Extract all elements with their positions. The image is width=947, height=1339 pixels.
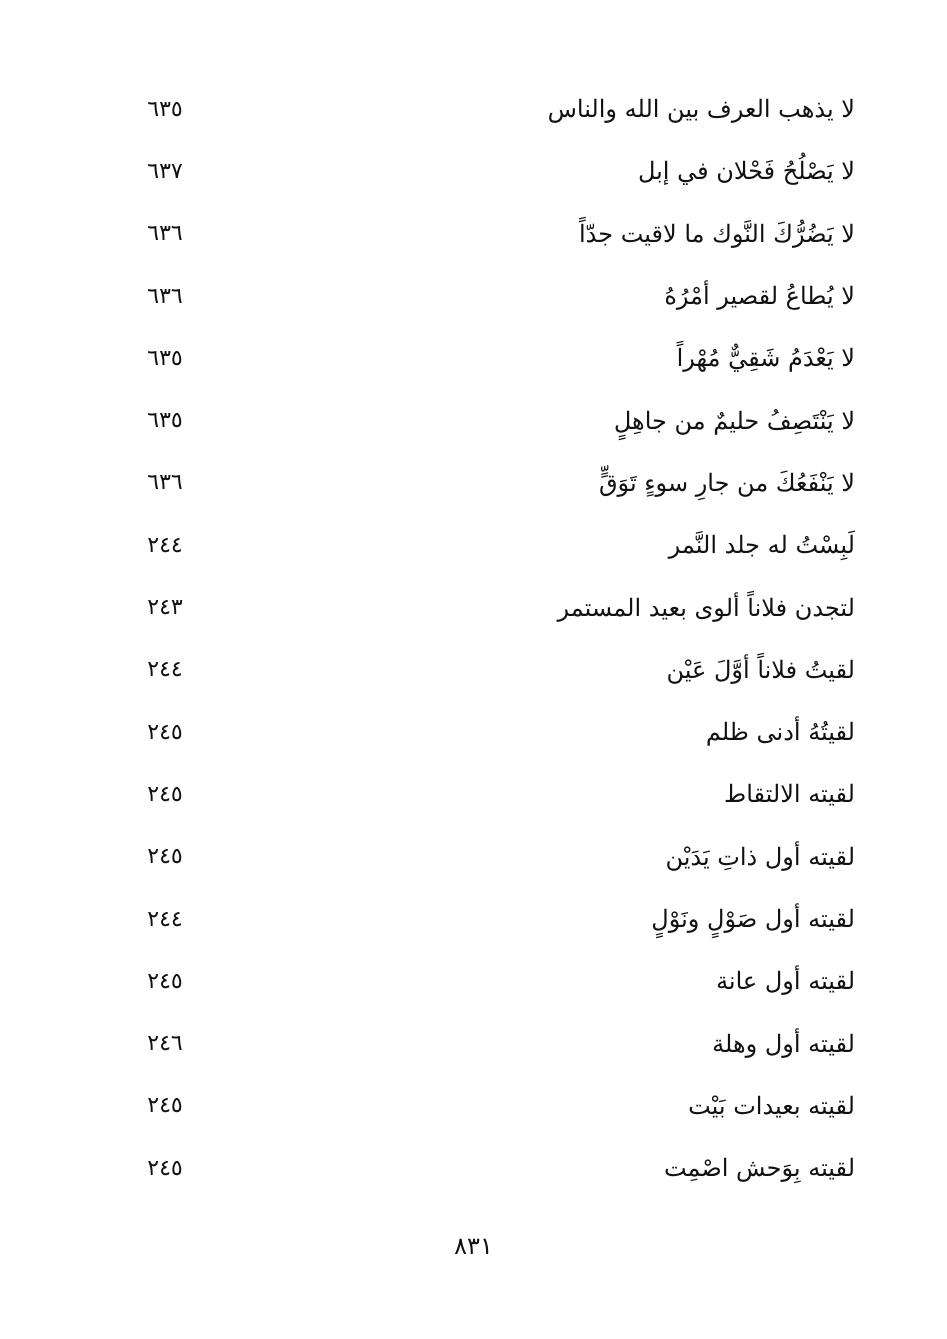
- index-entry: [120, 763, 855, 825]
- page-number: ٨٣١: [454, 1232, 493, 1260]
- entry-page-ref: ٢٤٥: [147, 781, 183, 807]
- entry-text: لا يَنْفَعُكَ من جارِ سوءٍ تَوَقٍّ: [598, 468, 855, 497]
- entry-text: لا يَصْلُحُ فَحْلان في إبل: [637, 157, 855, 186]
- entry-text: لقيتُ فلاناً أوَّلَ عَيْن: [666, 655, 855, 684]
- entry-page-ref: ٦٣٧: [147, 158, 183, 184]
- index-entry: [120, 1075, 855, 1137]
- index-entry: [120, 203, 855, 265]
- entry-page-ref: ٢٤٥: [147, 844, 183, 870]
- index-entry: [120, 639, 855, 701]
- index-entry: [120, 1012, 855, 1074]
- index-entry: [120, 888, 855, 950]
- entry-page-ref: ٢٤٥: [147, 968, 183, 994]
- entry-page-ref: ٦٣٦: [147, 470, 183, 496]
- entry-page-ref: ٢٤٥: [147, 1155, 183, 1181]
- entry-page-ref: ٢٤٥: [147, 719, 183, 745]
- entry-page-ref: ٢٤٦: [147, 1031, 183, 1057]
- index-entry: [120, 389, 855, 451]
- index-entry: [120, 327, 855, 389]
- index-entry: [120, 826, 855, 888]
- index-entry: [120, 576, 855, 638]
- index-entry: [120, 701, 855, 763]
- entry-text: لَبِسْتُ له جلد النَّمر: [668, 531, 855, 560]
- index-entry: [120, 265, 855, 327]
- entry-text: لقيته أول صَوْلٍ ونَوْلٍ: [651, 905, 855, 933]
- entry-page-ref: ٦٣٥: [147, 345, 183, 371]
- entry-page-ref: ٦٣٦: [147, 283, 183, 309]
- entry-text: لقيته بِوَحش اصْمِت: [663, 1154, 855, 1183]
- entry-text: لا يَعْدَمُ شَقِيٌّ مُهْراً: [676, 344, 855, 373]
- entry-text: لقيته بعيدات بَيْت: [688, 1091, 855, 1120]
- entry-text: لا يَنْتَصِفُ حليمٌ من جاهِلٍ: [613, 406, 855, 435]
- index-entry: [120, 514, 855, 576]
- entry-text: لقيته أول ذاتِ يَدَيْن: [665, 842, 855, 871]
- entry-text: لا يُطاعُ لقصير أمْرُهُ: [664, 282, 855, 311]
- entry-text: لقيتُهُ أدنى ظلم: [705, 718, 855, 747]
- entry-page-ref: ٢٤٥: [147, 1093, 183, 1119]
- index-entry: [120, 78, 855, 140]
- entry-text: لا يَضُرُّكَ النَّوك ما لاقيت جدّاً: [579, 219, 855, 248]
- proverb-index-list: [120, 78, 855, 1199]
- entry-page-ref: ٢٤٤: [147, 532, 183, 558]
- entry-page-ref: ٢٤٤: [147, 906, 183, 932]
- entry-text: لقيته أول وهلة: [712, 1029, 855, 1058]
- index-entry: [120, 950, 855, 1012]
- entry-page-ref: ٦٣٦: [147, 221, 183, 247]
- index-entry: [120, 1137, 855, 1199]
- entry-text: لقيته أول عانة: [716, 967, 855, 996]
- index-entry: [120, 140, 855, 202]
- index-entry: [120, 452, 855, 514]
- entry-page-ref: ٢٤٤: [147, 657, 183, 683]
- entry-page-ref: ٦٣٥: [147, 96, 183, 122]
- entry-page-ref: ٦٣٥: [147, 408, 183, 434]
- entry-text: لقيته الالتقاط: [724, 780, 855, 809]
- entry-page-ref: ٢٤٣: [147, 595, 183, 621]
- entry-text: لتجدن فلاناً ألوى بعيد المستمر: [557, 593, 855, 622]
- entry-text: لا يذهب العرف بين الله والناس: [547, 95, 855, 124]
